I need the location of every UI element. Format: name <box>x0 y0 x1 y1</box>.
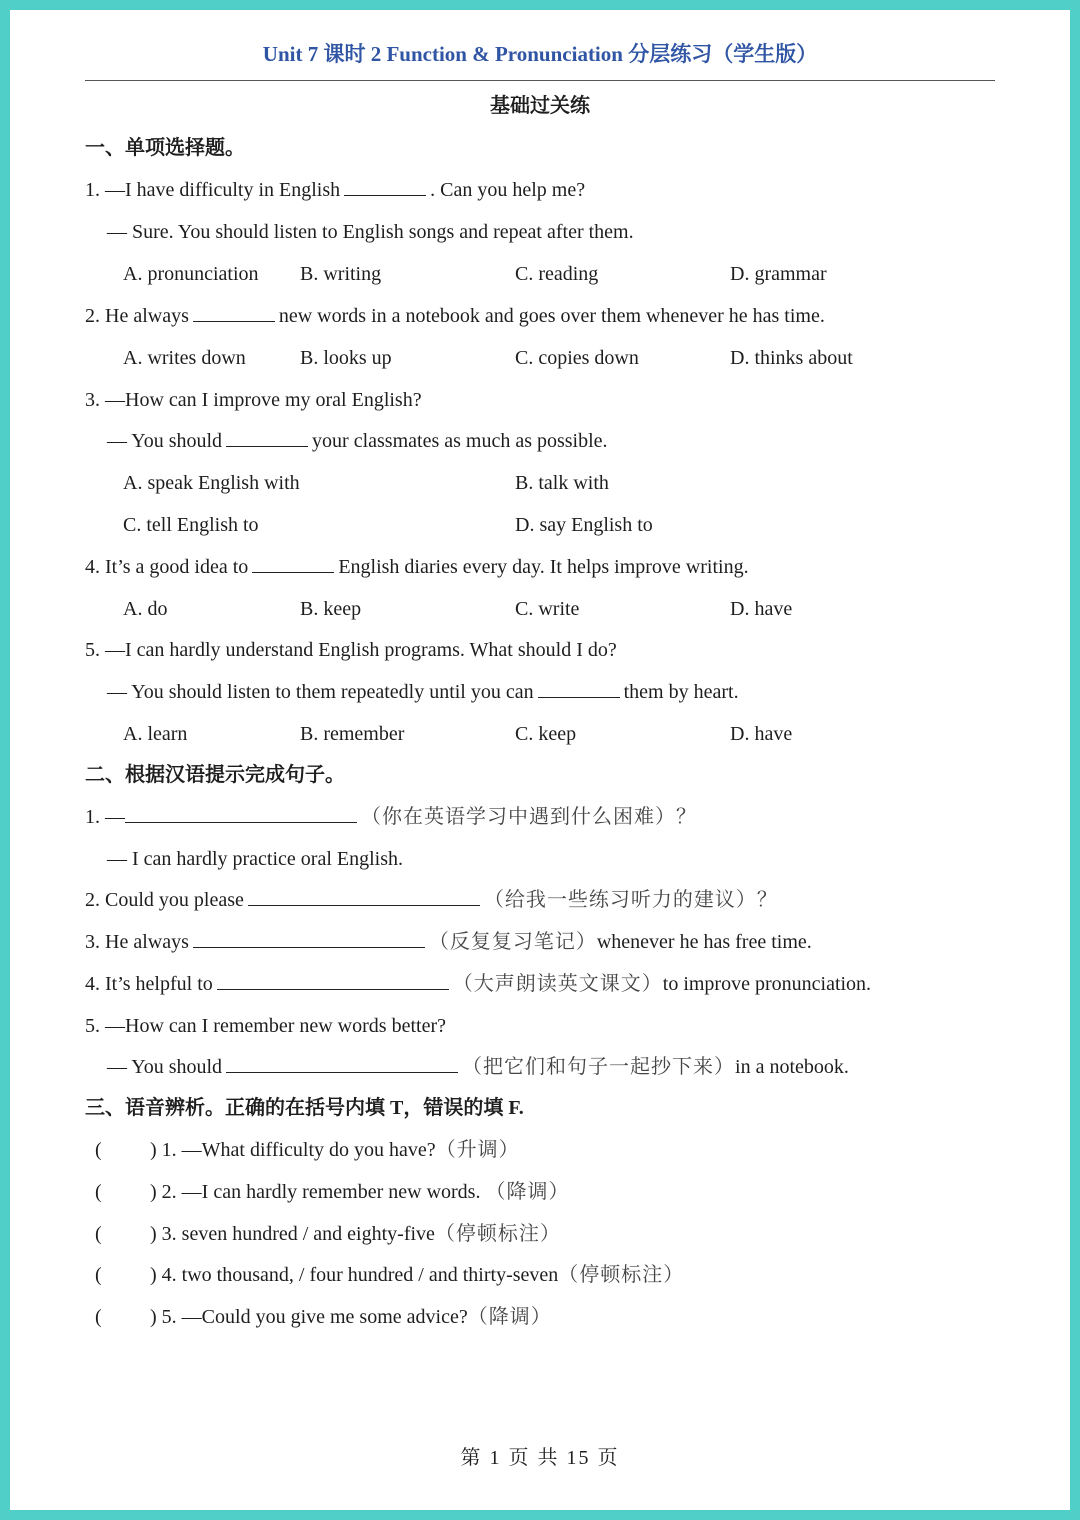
q3-option-d: D. say English to <box>515 514 653 536</box>
s5-suffix: in a notebook. <box>735 1056 849 1078</box>
q4-text-a: 4. It’s a good idea to <box>85 556 249 578</box>
s4-blank <box>217 971 449 990</box>
q2-option-c: C. copies down <box>515 347 639 369</box>
q1-text-b: . Can you help me? <box>430 179 586 201</box>
q2-stem <box>85 303 825 329</box>
s5-blank <box>226 1054 458 1073</box>
p3-item-4 <box>150 1262 684 1288</box>
p3-item-1-text: 1. —What difficulty do you have? <box>161 1139 436 1161</box>
q5-text-a: — You should listen to them repeatedly until you can <box>107 681 534 703</box>
q3-blank <box>226 428 308 447</box>
p3-item-5-text: 5. —Could you give me some advice? <box>161 1306 468 1328</box>
p3-item-5 <box>150 1304 552 1330</box>
p3-item-1 <box>150 1137 520 1163</box>
q5-text-b: them by heart. <box>623 681 739 703</box>
s1-hint: （你在英语学习中遇到什么困难）？ <box>361 806 697 828</box>
s5-hint: （把它们和句子一起抄下来） <box>462 1056 736 1078</box>
p3-item-3 <box>150 1221 561 1247</box>
s4-line <box>85 971 871 997</box>
q3-reply <box>107 428 608 454</box>
part3-heading: 三、语音辨析。正确的在括号内填 T，错误的填 F. <box>85 1097 524 1119</box>
p3-item-1-close: ) <box>150 1139 157 1161</box>
s2-prefix: 2. Could you please <box>85 889 244 911</box>
s3-prefix: 3. He always <box>85 931 189 953</box>
q1-blank <box>344 177 426 196</box>
q4-option-c: C. write <box>515 598 580 620</box>
p3-item-4-close: ) <box>150 1264 157 1286</box>
p3-item-3-close: ) <box>150 1223 157 1245</box>
s3-hint: （反复复习笔记） <box>428 931 597 953</box>
s1-reply: — I can hardly practice oral English. <box>107 848 403 870</box>
s4-hint: （大声朗读英文课文） <box>452 973 663 995</box>
p3-item-2-hint: （降调） <box>485 1181 570 1203</box>
worksheet-page <box>10 10 1070 1510</box>
p3-item-5-hint: （降调） <box>467 1306 552 1328</box>
q2-text-a: 2. He always <box>85 305 189 327</box>
s1-prefix: 1. — <box>85 806 125 828</box>
q4-stem <box>85 554 749 580</box>
q2-option-a: A. writes down <box>123 347 246 369</box>
section-title: 基础过关练 <box>490 95 590 117</box>
p3-item-2 <box>150 1179 569 1205</box>
q5-option-d: D. have <box>730 723 793 745</box>
p3-item-2-open: ( <box>95 1181 102 1203</box>
q4-option-d: D. have <box>730 598 793 620</box>
q4-blank <box>252 554 334 573</box>
p3-item-5-close: ) <box>150 1306 157 1328</box>
q1-text-a: 1. —I have difficulty in English <box>85 179 341 201</box>
q2-blank <box>193 303 275 322</box>
q5-option-a: A. learn <box>123 723 188 745</box>
s2-blank <box>248 887 480 906</box>
q4-text-b: English diaries every day. It helps improve writing. <box>338 556 749 578</box>
q5-option-b: B. remember <box>300 723 405 745</box>
p3-item-4-text: 4. two thousand, / four hundred / and thirty-seven <box>161 1264 559 1286</box>
s1-line <box>85 804 697 830</box>
q3-text-a: — You should <box>107 430 223 452</box>
q1-stem <box>85 177 585 203</box>
q5-blank <box>538 679 620 698</box>
page-header-title: Unit 7 课时 2 Function & Pronunciation 分层练习（学生版） <box>262 42 818 66</box>
q1-reply: — Sure. You should listen to English songs and repeat after them. <box>107 221 634 243</box>
q3-option-a: A. speak English with <box>123 472 300 494</box>
p3-item-1-hint: （升调） <box>435 1139 520 1161</box>
p3-item-3-hint: （停顿标注） <box>434 1223 561 1245</box>
s5-question: 5. —How can I remember new words better? <box>85 1015 446 1037</box>
q1-option-c: C. reading <box>515 263 599 285</box>
q1-option-d: D. grammar <box>730 263 827 285</box>
part2-heading: 二、根据汉语提示完成句子。 <box>85 764 345 786</box>
q3-option-b: B. talk with <box>515 472 609 494</box>
s1-blank <box>125 804 357 823</box>
q4-option-b: B. keep <box>300 598 362 620</box>
p3-item-2-close: ) <box>150 1181 157 1203</box>
p3-item-3-open: ( <box>95 1223 102 1245</box>
s2-line <box>85 887 778 913</box>
q3-option-c: C. tell English to <box>123 514 259 536</box>
s2-hint: （给我一些练习听力的建议）？ <box>483 889 778 911</box>
p3-item-1-open: ( <box>95 1139 102 1161</box>
p3-item-4-hint: （停顿标注） <box>558 1264 685 1286</box>
s4-suffix: to improve pronunciation. <box>662 973 872 995</box>
s3-line <box>85 929 812 955</box>
q5-option-c: C. keep <box>515 723 577 745</box>
p3-item-5-open: ( <box>95 1306 102 1328</box>
header-rule <box>85 80 995 81</box>
q3-text-b: your classmates as much as possible. <box>312 430 608 452</box>
q5-stem: 5. —I can hardly understand English programs. What should I do? <box>85 639 617 661</box>
p3-item-4-open: ( <box>95 1264 102 1286</box>
s3-blank <box>193 929 425 948</box>
q2-option-b: B. looks up <box>300 347 392 369</box>
q2-option-d: D. thinks about <box>730 347 853 369</box>
s5-prefix: — You should <box>107 1056 223 1078</box>
q2-text-b: new words in a notebook and goes over them whenever he has time. <box>278 305 825 327</box>
s4-prefix: 4. It’s helpful to <box>85 973 213 995</box>
page-footer: 第 1 页 共 15 页 <box>460 1447 620 1469</box>
q3-stem: 3. —How can I improve my oral English? <box>85 389 422 411</box>
s3-suffix: whenever he has free time. <box>596 931 812 953</box>
q1-option-a: A. pronunciation <box>123 263 259 285</box>
p3-item-3-text: 3. seven hundred / and eighty-five <box>161 1223 435 1245</box>
q1-option-b: B. writing <box>300 263 382 285</box>
s5-line <box>107 1054 849 1080</box>
part1-heading: 一、单项选择题。 <box>85 137 245 159</box>
q5-reply <box>107 679 739 705</box>
p3-item-2-text: 2. —I can hardly remember new words. <box>161 1181 481 1203</box>
q4-option-a: A. do <box>123 598 168 620</box>
